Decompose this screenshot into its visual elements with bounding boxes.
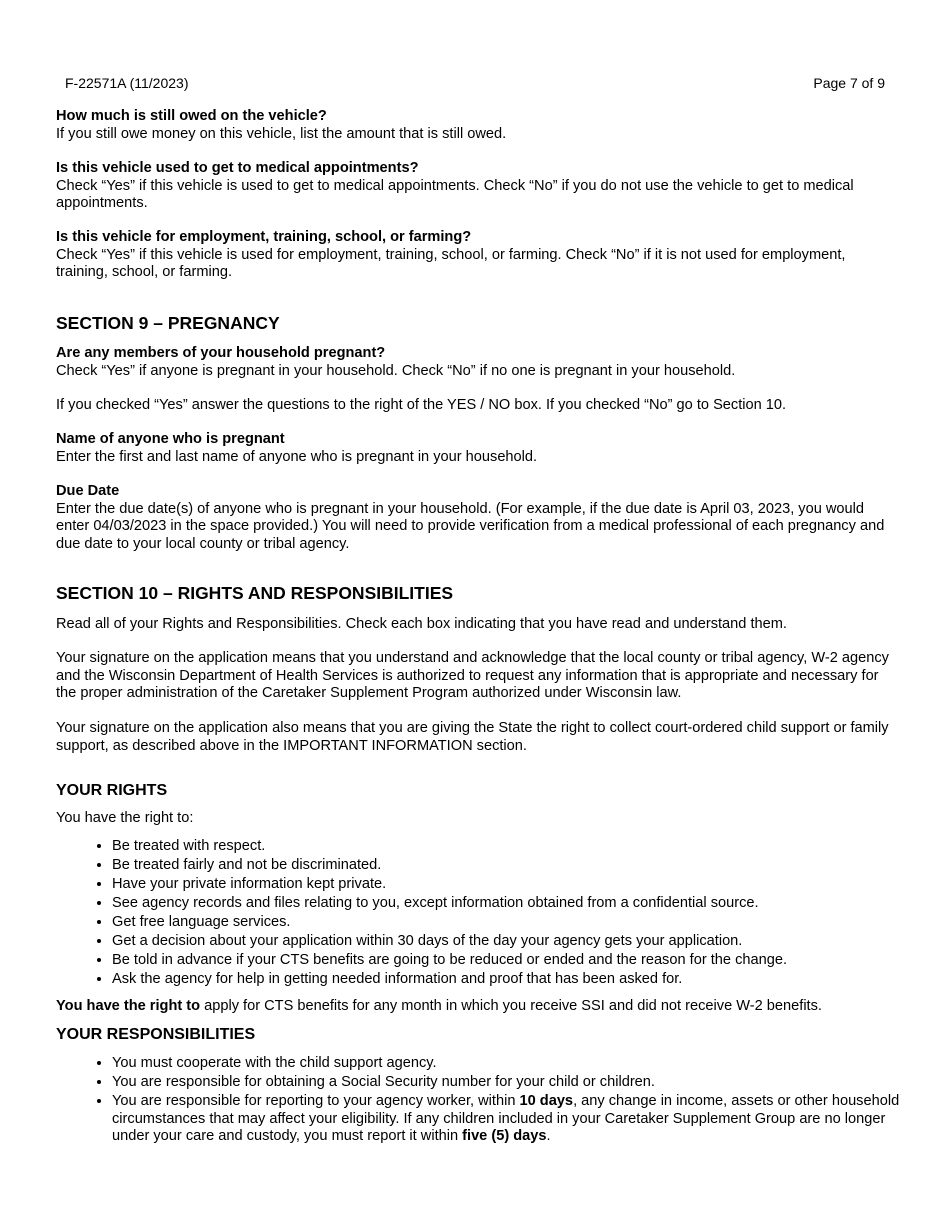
pregnant-question: Are any members of your household pregnant? xyxy=(56,345,386,361)
your-rights-title: YOUR RIGHTS xyxy=(56,782,168,799)
due-date-question: Due Date xyxy=(56,483,120,499)
responsibility-text: . xyxy=(546,1128,551,1144)
vehicle-medical-question: Is this vehicle used to get to medical appointments? xyxy=(56,160,419,176)
responsibility-bold: five (5) days xyxy=(462,1128,547,1144)
section-9-title: SECTION 9 – PREGNANCY xyxy=(56,313,280,333)
vehicle-employment-answer: Check “Yes” if this vehicle is used for employment, training, school, or farming. Check “No” if it is not used for employment, training, school, or farming. xyxy=(56,246,846,280)
signature-paragraph: Your signature on the application means that you understand and acknowledge that the local county or tribal agency, W-2 agency and the Wisconsin Department of Health Services is authorized to request any information that is appropriate and necessary for the proper administration of the Caretaker Supplement Program authorized under Wisconsin law. xyxy=(56,650,889,701)
right-item: • Ask the agency for help in getting needed information and proof that has been asked for. xyxy=(112,971,912,989)
vehicle-medical-answer: Check “Yes” if this vehicle is used to get to medical appointments. Check “No” if you do not use the vehicle to get to medical appointments. xyxy=(56,177,854,211)
responsibility-text: , any change in income, assets or other household circumstances that may affect your eligibility. If any children included in your Caretaker Supplement Group are no longer under your care and custody, you must report it within xyxy=(112,1093,900,1144)
your-rights-intro: You have the right to: xyxy=(56,810,194,826)
right-item: • Have your private information kept private. xyxy=(112,876,912,894)
rights-intro-paragraph: Read all of your Rights and Responsibilities. Check each box indicating that you have read and understand them. xyxy=(56,616,787,632)
right-item: • Be treated with respect. xyxy=(112,838,912,856)
right-item: • See agency records and files relating to you, except information obtained from a confidential source. xyxy=(112,895,912,913)
vehicle-owed-answer: If you still owe money on this vehicle, list the amount that is still owed. xyxy=(56,125,507,142)
vehicle-employment-block xyxy=(56,229,896,282)
pregnant-instruction: If you checked “Yes” answer the questions to the right of the YES / NO box. If you checked “No” go to Section 10. xyxy=(56,397,787,413)
responsibility-bold: 10 days xyxy=(519,1093,574,1109)
right-item: • Be treated fairly and not be discriminated. xyxy=(112,857,912,875)
pregnant-name-answer: Enter the first and last name of anyone who is pregnant in your household. xyxy=(56,448,538,465)
due-date-answer: Enter the due date(s) of anyone who is pregnant in your household. (For example, if the due date is April 03, 2023, you would enter 04/03/2023 in the space provided.) You will need to provide verification from a medical professional of each pregnancy and due date to your local county or tribal agency. xyxy=(56,500,885,552)
vehicle-owed-block xyxy=(56,108,896,143)
right-item: • Get a decision about your application within 30 days of the day your agency gets your application. xyxy=(112,933,912,951)
pregnant-name-question: Name of anyone who is pregnant xyxy=(56,431,285,447)
due-date-block xyxy=(56,483,896,553)
vehicle-medical-block xyxy=(56,160,896,213)
page-number: Page 7 of 9 xyxy=(813,75,885,91)
responsibilities-list xyxy=(56,1055,912,1147)
rights-closing xyxy=(56,998,896,1016)
right-item: • Be told in advance if your CTS benefits are going to be reduced or ended and the reason for the change. xyxy=(112,952,912,970)
vehicle-owed-question: How much is still owed on the vehicle? xyxy=(56,108,327,124)
signature-support-paragraph: Your signature on the application also means that you are giving the State the right to collect court-ordered child support or family support, as described above in the IMPORTANT INFORMATION section. xyxy=(56,720,889,754)
section-10-title: SECTION 10 – RIGHTS AND RESPONSIBILITIES xyxy=(56,583,454,603)
pregnant-name-block xyxy=(56,431,896,466)
rights-closing-bold: You have the right to xyxy=(56,998,201,1014)
responsibility-item xyxy=(112,1093,912,1146)
your-responsibilities-title: YOUR RESPONSIBILITIES xyxy=(56,1026,256,1043)
right-item: • Get free language services. xyxy=(112,914,912,932)
rights-closing-text: apply for CTS benefits for any month in which you receive SSI and did not receive W-2 benefits. xyxy=(200,998,822,1014)
vehicle-employment-question: Is this vehicle for employment, training, school, or farming? xyxy=(56,229,472,245)
responsibility-item: • You are responsible for obtaining a Social Security number for your child or children. xyxy=(112,1074,912,1092)
rights-list xyxy=(56,838,912,990)
responsibility-item: • You must cooperate with the child support agency. xyxy=(112,1055,912,1073)
responsibility-text: You are responsible for reporting to your agency worker, within xyxy=(112,1093,520,1109)
pregnant-answer: Check “Yes” if anyone is pregnant in your household. Check “No” if no one is pregnant in your household. xyxy=(56,362,736,379)
pregnant-block xyxy=(56,345,896,380)
form-id: F-22571A (11/2023) xyxy=(65,75,189,91)
